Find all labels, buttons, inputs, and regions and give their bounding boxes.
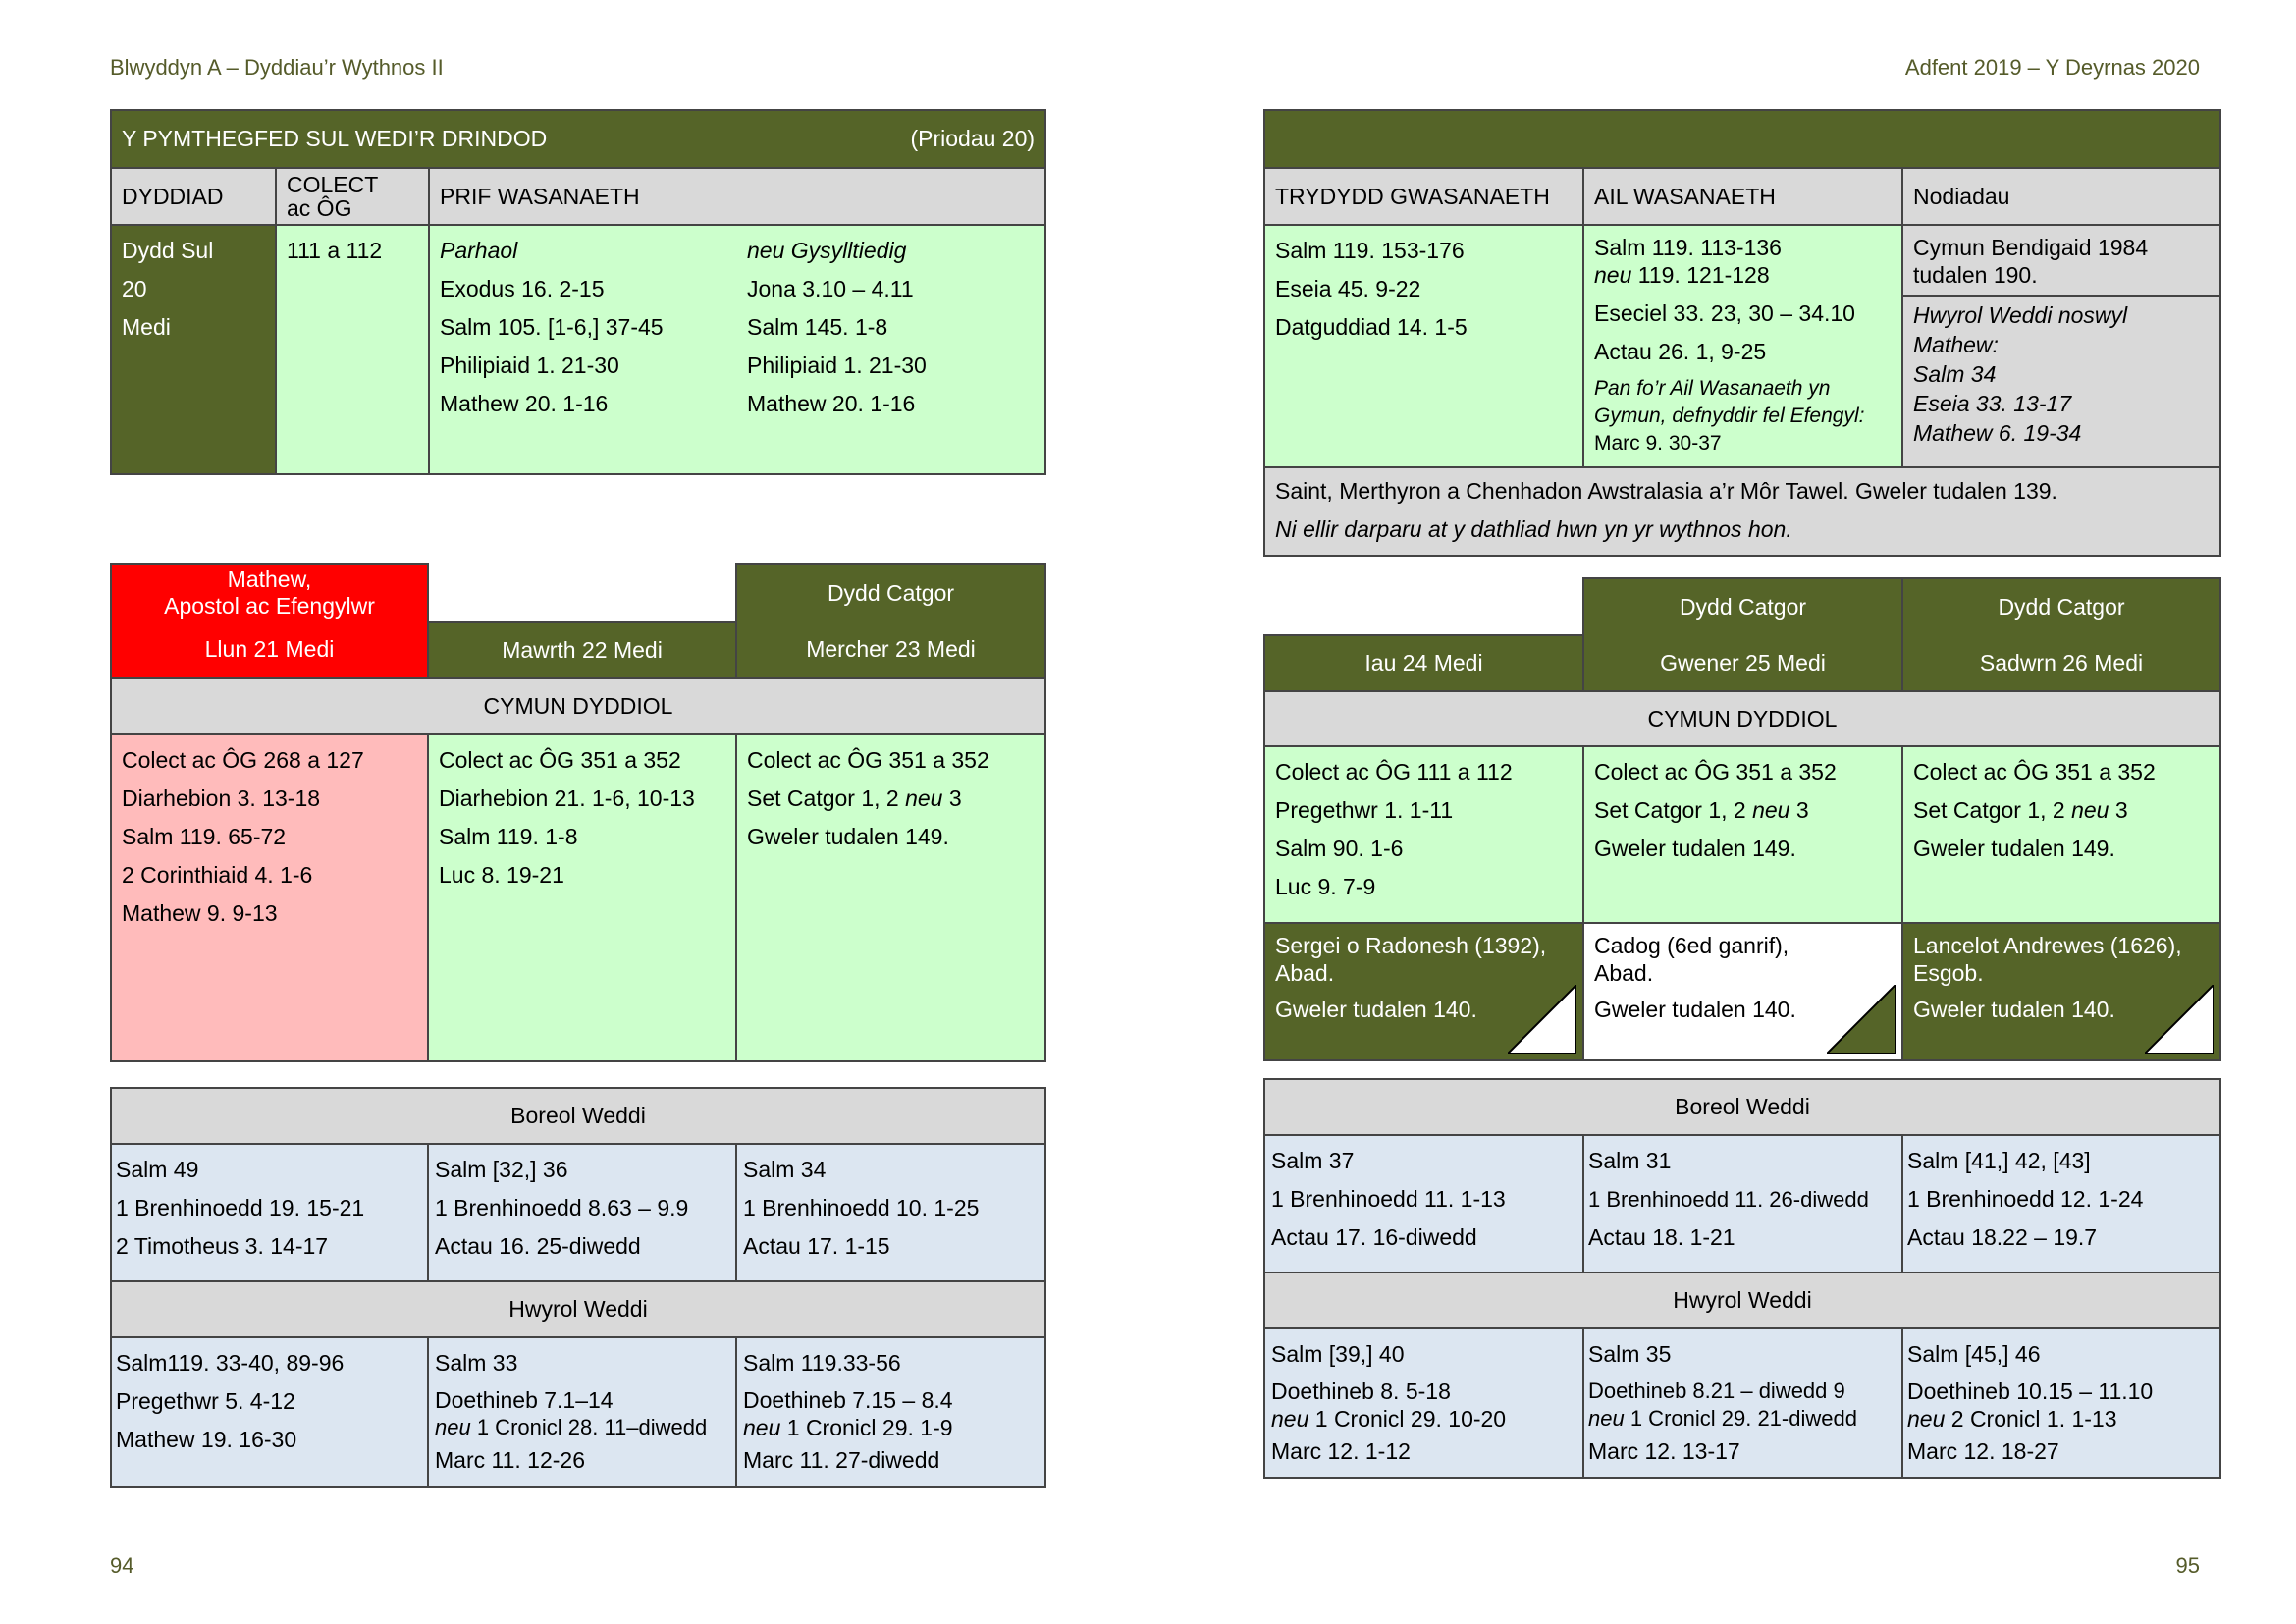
- hwyrol-reading: Marc 11. 27-diwedd: [743, 1447, 940, 1473]
- cymun-reading: Colect ac ÔG 111 a 112: [1275, 759, 1513, 785]
- cymun-reading: Salm 119. 1-8: [439, 824, 578, 849]
- prif-reading: Salm 145. 1-8: [747, 314, 888, 340]
- nodiadau-line: Mathew:: [1913, 332, 1999, 357]
- ail-reading: Actau 26. 1, 9-25: [1594, 339, 1767, 364]
- cymun-reading: [1594, 791, 1892, 830]
- sunday-date-line: Medi: [122, 314, 171, 340]
- ail-reading: Salm 119. 113-136: [1594, 235, 1782, 260]
- week-right-table: [1263, 577, 2221, 1061]
- day1-title-cell: [111, 564, 428, 622]
- alt-ref: 1 Cronicl 29. 21-diwedd: [1624, 1406, 1857, 1431]
- nodiadau-hwyrol-note: [1903, 297, 2219, 452]
- day3-date-cell: Mercher 23 Medi: [736, 622, 1045, 678]
- cymun-reading: Luc 8. 19-21: [439, 862, 564, 888]
- boreol-reading: Salm [32,] 36: [435, 1157, 568, 1182]
- neu-label: neu: [1907, 1406, 1946, 1432]
- col-colect-header-line1: COLECT: [287, 172, 379, 197]
- day5-title-cell: Dydd Catgor: [1583, 578, 1902, 635]
- day3-title-cell: Dydd Catgor: [736, 564, 1045, 622]
- week-left-table: [110, 563, 1046, 1062]
- boreol-heading: Boreol Weddi: [111, 1088, 1045, 1144]
- boreol-reading: 1 Brenhinoedd 11. 26-diwedd: [1588, 1187, 1869, 1212]
- hwyrol-reading: Doethineb 8.21 – diwedd 9: [1588, 1379, 1845, 1403]
- hwyrol-reading: Salm 33: [435, 1350, 518, 1376]
- nodiadau-line: Hwyrol Weddi noswyl: [1913, 302, 2128, 328]
- col-trydydd-header: TRYDYDD GWASANAETH: [1264, 168, 1583, 225]
- col-colect-header-line2: ac ÔG: [287, 195, 352, 221]
- hwyrol-reading: Marc 12. 1-12: [1271, 1438, 1411, 1464]
- boreol-reading: Salm 37: [1271, 1148, 1355, 1173]
- day4-date-cell: Iau 24 Medi: [1264, 635, 1583, 691]
- cymun-dyddiol-heading: CYMUN DYDDIOL: [1264, 691, 2220, 746]
- hwyrol-reading: Salm119. 33-40, 89-96: [116, 1350, 345, 1376]
- day4-title-cell-empty: [1264, 578, 1583, 635]
- day3-readings-cell: [736, 734, 1045, 1061]
- commemoration-ref: Gweler tudalen 140.: [1275, 997, 1477, 1022]
- ail-note-reading: Marc 9. 30-37: [1594, 432, 1722, 455]
- sunday-continuation-table: [1263, 109, 2221, 557]
- hwyrol-reading: Salm [45,] 46: [1907, 1341, 2041, 1367]
- hwyrol-reading: Marc 12. 13-17: [1588, 1438, 1740, 1464]
- nodiadau-line: Salm 34: [1913, 361, 1997, 387]
- cymun-reading: Colect ac ÔG 351 a 352: [439, 747, 681, 773]
- set-catgor-text: Set Catgor 1, 2: [747, 785, 906, 811]
- boreol-reading: Actau 17. 16-diwedd: [1271, 1224, 1477, 1250]
- hwyrol-reading: Salm [39,] 40: [1271, 1341, 1405, 1367]
- hwyrol-reading: Doethineb 8. 5-18: [1271, 1379, 1451, 1404]
- set-catgor-text: Set Catgor 1, 2: [1594, 797, 1753, 823]
- cymun-reading: Colect ac ÔG 351 a 352: [1594, 759, 1837, 785]
- cymun-reading: Gweler tudalen 149.: [1594, 836, 1796, 861]
- cymun-reading: [1913, 791, 2210, 830]
- col-ail-header: AIL WASANAETH: [1583, 168, 1902, 225]
- set-catgor-text: 3: [2109, 797, 2128, 823]
- day6-commemoration-cell: [1902, 923, 2220, 1060]
- trydydd-reading: Datguddiad 14. 1-5: [1275, 314, 1468, 340]
- day5-readings-cell: [1583, 746, 1902, 923]
- cymun-reading: Luc 9. 7-9: [1275, 874, 1376, 899]
- neu-label: neu: [2071, 797, 2109, 823]
- day5-date-cell: Gwener 25 Medi: [1583, 635, 1902, 691]
- page-number-left: 94: [110, 1553, 134, 1578]
- corner-triangle-green-icon: [1827, 985, 1896, 1054]
- hwyrol-reading-alt: [1588, 1405, 1897, 1433]
- hwyrol-reading-alt: [743, 1414, 1039, 1441]
- hwyrol-day3-cell: [736, 1337, 1045, 1487]
- running-header-left: Blwyddyn A – Dyddiau’r Wythnos II: [110, 55, 444, 80]
- hwyrol-day4-cell: [1264, 1328, 1583, 1478]
- trydydd-reading: Eseia 45. 9-22: [1275, 276, 1421, 301]
- saints-note: Ni ellir darparu at y dathliad hwn yn yr wythnos hon.: [1275, 516, 1792, 542]
- col-prif-header: PRIF WASANAETH: [429, 168, 1045, 225]
- hwyrol-reading: Marc 12. 18-27: [1907, 1438, 2059, 1464]
- col-colect-header: [276, 168, 429, 225]
- prif-parhaol-heading: Parhaol: [440, 238, 518, 263]
- set-catgor-text: 3: [1789, 797, 1809, 823]
- alt-ref: 1 Cronicl 29. 1-9: [780, 1415, 953, 1440]
- boreol-reading: Actau 18. 1-21: [1588, 1224, 1735, 1250]
- nodiadau-cell: [1902, 225, 2220, 467]
- page-number-right: 95: [2175, 1553, 2200, 1578]
- corner-triangle-white-icon: [1508, 985, 1576, 1054]
- commemoration-ref: Gweler tudalen 140.: [1594, 997, 1796, 1022]
- cymun-dyddiol-heading: CYMUN DYDDIOL: [111, 678, 1045, 734]
- hwyrol-reading: Salm 119.33-56: [743, 1350, 901, 1376]
- prif-reading: Jona 3.10 – 4.11: [747, 276, 914, 301]
- day2-title-cell-empty: [428, 564, 736, 622]
- office-right-table: [1263, 1078, 2221, 1479]
- day2-date-cell: Mawrth 22 Medi: [428, 622, 736, 678]
- hwyrol-day5-cell: [1583, 1328, 1902, 1478]
- cymun-reading: Diarhebion 3. 13-18: [122, 785, 321, 811]
- hwyrol-reading: Pregethwr 5. 4-12: [116, 1388, 295, 1414]
- cymun-reading: Gweler tudalen 149.: [1913, 836, 2115, 861]
- nodiadau-cymun-note: [1903, 226, 2219, 297]
- cymun-reading: Salm 119. 65-72: [122, 824, 287, 849]
- col-dyddiad-header: DYDDIAD: [111, 168, 276, 225]
- cymun-reading: [747, 780, 1035, 818]
- hwyrol-reading: Doethineb 10.15 – 11.10: [1907, 1379, 2154, 1404]
- cymun-reading: Colect ac ÔG 268 a 127: [122, 747, 364, 773]
- sunday-title-bar: [111, 110, 1045, 168]
- boreol-reading: 1 Brenhinoedd 19. 15-21: [116, 1195, 365, 1220]
- hwyrol-reading-alt: [435, 1414, 729, 1441]
- boreol-reading: 1 Brenhinoedd 8.63 – 9.9: [435, 1195, 689, 1220]
- corner-triangle-white-icon: [2145, 985, 2214, 1054]
- day6-readings-cell: [1902, 746, 2220, 923]
- prif-reading: Mathew 20. 1-16: [440, 391, 609, 416]
- boreol-day6-cell: [1902, 1135, 2220, 1272]
- set-catgor-text: 3: [942, 785, 962, 811]
- cymun-reading: Diarhebion 21. 1-6, 10-13: [439, 785, 695, 811]
- boreol-reading: Salm 49: [116, 1157, 199, 1182]
- hwyrol-reading: Doethineb 7.1–14: [435, 1387, 614, 1413]
- neu-label: neu: [1588, 1406, 1625, 1431]
- running-header-right: Adfent 2019 – Y Deyrnas 2020: [1904, 55, 2200, 80]
- sunday-title: Y PYMTHEGFED SUL WEDI’R DRINDOD: [122, 126, 548, 151]
- boreol-day5-cell: [1583, 1135, 1902, 1272]
- neu-label: neu: [1752, 797, 1790, 823]
- cymun-reading: Colect ac ÔG 351 a 352: [1913, 759, 2156, 785]
- boreol-reading: Salm 31: [1588, 1148, 1672, 1173]
- office-left-table: [110, 1087, 1046, 1488]
- sunday-date-cell: [111, 225, 276, 474]
- commemoration-line: Abad.: [1275, 960, 1335, 986]
- commemoration-line: Sergei o Radonesh (1392),: [1275, 933, 1547, 958]
- boreol-reading: 1 Brenhinoedd 10. 1-25: [743, 1195, 980, 1220]
- boreol-reading: 1 Brenhinoedd 11. 1-13: [1271, 1186, 1506, 1212]
- cymun-reading: Colect ac ÔG 351 a 352: [747, 747, 989, 773]
- trydydd-cell: [1264, 225, 1583, 467]
- neu-label: neu: [435, 1415, 471, 1439]
- neu-label: neu: [905, 785, 943, 811]
- prif-reading: Mathew 20. 1-16: [747, 391, 916, 416]
- cymun-reading: Pregethwr 1. 1-11: [1275, 797, 1454, 823]
- hwyrol-reading: Salm 35: [1588, 1341, 1672, 1367]
- sunday-colect-cell: 111 a 112: [276, 225, 429, 474]
- cymun-reading: 2 Corinthiaid 4. 1-6: [122, 862, 313, 888]
- boreol-day2-cell: [428, 1144, 736, 1281]
- boreol-reading: 2 Timotheus 3. 14-17: [116, 1233, 329, 1259]
- set-catgor-text: Set Catgor 1, 2: [1913, 797, 2072, 823]
- hwyrol-day2-cell: [428, 1337, 736, 1487]
- boreol-day1-cell: [111, 1144, 428, 1281]
- day4-readings-cell: [1264, 746, 1583, 923]
- sunday-continuation-bar: [1264, 110, 2220, 168]
- hwyrol-day1-cell: [111, 1337, 428, 1487]
- nodiadau-line: Mathew 6. 19-34: [1913, 420, 2082, 446]
- day5-commemoration-cell: [1583, 923, 1902, 1060]
- boreol-reading: Salm 34: [743, 1157, 827, 1182]
- commemoration-ref: Gweler tudalen 140.: [1913, 997, 2115, 1022]
- day1-readings-cell: [111, 734, 428, 1061]
- alt-ref: 1 Cronicl 29. 10-20: [1308, 1406, 1507, 1432]
- saints-note-cell: [1264, 467, 2220, 556]
- boreol-reading: Actau 18.22 – 19.7: [1907, 1224, 2098, 1250]
- boreol-reading: Actau 17. 1-15: [743, 1233, 890, 1259]
- boreol-reading: 1 Brenhinoedd 12. 1-24: [1907, 1186, 2144, 1212]
- day2-readings-cell: [428, 734, 736, 1061]
- boreol-reading: Actau 16. 25-diwedd: [435, 1233, 641, 1259]
- prif-parhaol-cell: [429, 225, 737, 474]
- alt-ref: 1 Cronicl 28. 11–diwedd: [470, 1415, 708, 1439]
- neu-label: neu: [1594, 262, 1632, 288]
- prif-reading: Salm 105. [1-6,] 37-45: [440, 314, 664, 340]
- commemoration-line: Esgob.: [1913, 960, 1984, 986]
- hwyrol-reading: Mathew 19. 16-30: [116, 1427, 297, 1452]
- day6-date-cell: Sadwrn 26 Medi: [1902, 635, 2220, 691]
- commemoration-line: Cadog (6ed ganrif),: [1594, 933, 1789, 958]
- nodiadau-line: Cymun Bendigaid 1984: [1913, 235, 2149, 260]
- day4-commemoration-cell: [1264, 923, 1583, 1060]
- saints-line: Saint, Merthyron a Chenhadon Awstralasia a’r Môr Tawel. Gweler tudalen 139.: [1275, 478, 2057, 504]
- hwyrol-heading: Hwyrol Weddi: [1264, 1272, 2220, 1328]
- sunday-date-line: 20: [122, 276, 147, 301]
- prif-reading: Exodus 16. 2-15: [440, 276, 605, 301]
- day1-date-cell: Llun 21 Medi: [111, 622, 428, 678]
- prif-reading: Philipiaid 1. 21-30: [747, 352, 927, 378]
- ail-reading-alt: [1594, 261, 1892, 289]
- prif-cysylltiedig-heading: neu Gysylltiedig: [747, 238, 907, 263]
- hwyrol-day6-cell: [1902, 1328, 2220, 1478]
- day1-title-line: Mathew,: [227, 567, 312, 592]
- hwyrol-reading-alt: [1907, 1405, 2216, 1433]
- prif-reading: Philipiaid 1. 21-30: [440, 352, 619, 378]
- nodiadau-line: tudalen 190.: [1913, 262, 2038, 288]
- sunday-main-table: [110, 109, 1046, 475]
- day1-title-line: Apostol ac Efengylwr: [164, 593, 375, 619]
- trydydd-reading: Salm 119. 153-176: [1275, 238, 1465, 263]
- alt-ref: 2 Cronicl 1. 1-13: [1945, 1406, 2117, 1432]
- prif-cysylltiedig-cell: [737, 225, 1045, 474]
- sunday-proper: (Priodau 20): [910, 126, 1036, 151]
- sunday-date-line: Dydd Sul: [122, 238, 214, 263]
- day6-title-cell: Dydd Catgor: [1902, 578, 2220, 635]
- hwyrol-reading: Marc 11. 12-26: [435, 1447, 585, 1473]
- ail-alt-ref: 119. 121-128: [1631, 262, 1770, 288]
- hwyrol-heading: Hwyrol Weddi: [111, 1281, 1045, 1337]
- hwyrol-reading: Doethineb 7.15 – 8.4: [743, 1387, 953, 1413]
- cymun-reading: Gweler tudalen 149.: [747, 824, 949, 849]
- nodiadau-line: Eseia 33. 13-17: [1913, 391, 2072, 416]
- boreol-heading: Boreol Weddi: [1264, 1079, 2220, 1135]
- boreol-day4-cell: [1264, 1135, 1583, 1272]
- ail-reading: Eseciel 33. 23, 30 – 34.10: [1594, 300, 1855, 326]
- col-nodiadau-header: Nodiadau: [1902, 168, 2220, 225]
- cymun-reading: Salm 90. 1-6: [1275, 836, 1404, 861]
- boreol-day3-cell: [736, 1144, 1045, 1281]
- boreol-reading: Salm [41,] 42, [43]: [1907, 1148, 2091, 1173]
- cymun-reading: Mathew 9. 9-13: [122, 900, 278, 926]
- commemoration-line: Abad.: [1594, 960, 1654, 986]
- ail-cell: [1583, 225, 1902, 467]
- neu-label: neu: [1271, 1406, 1309, 1432]
- hwyrol-reading-alt: [1271, 1405, 1576, 1433]
- commemoration-line: Lancelot Andrewes (1626),: [1913, 933, 2182, 958]
- ail-note: Gymun, defnyddir fel Efengyl:: [1594, 405, 1865, 427]
- ail-note: Pan fo’r Ail Wasanaeth yn: [1594, 377, 1831, 400]
- neu-label: neu: [743, 1415, 781, 1440]
